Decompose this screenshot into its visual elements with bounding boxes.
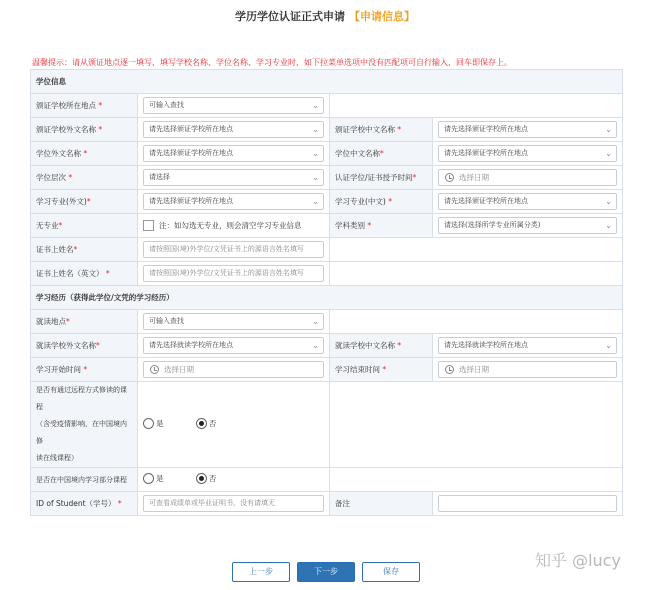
degree-foreign-name-label: 学位外文名称 *	[31, 142, 138, 166]
chevron-down-icon: ⌄	[312, 197, 319, 206]
start-date-picker[interactable]: 选择日期	[143, 361, 324, 378]
study-location-select[interactable]: 可输入查找 ⌄	[143, 313, 324, 330]
page-title-text: 学历学位认证正式申请	[235, 10, 345, 23]
save-button[interactable]: 保存	[362, 562, 420, 582]
degree-chinese-name-select[interactable]: 请先选择颁证学校所在地点 ⌄	[438, 145, 617, 162]
given-name-label: 证书上姓名（英文） *	[31, 262, 138, 286]
given-name-input[interactable]: 请按照国(境)外学位/文凭证书上的源语言姓名填写	[143, 265, 324, 282]
issuing-location-select[interactable]: 可输入查找 ⌄	[143, 97, 324, 114]
radio-icon	[143, 418, 154, 429]
remarks-label: 备注	[330, 492, 433, 516]
chevron-down-icon: ⌄	[605, 125, 612, 134]
china-part-yes[interactable]: 是	[143, 473, 164, 484]
student-id-label: ID of Student（学号） *	[31, 492, 138, 516]
degree-level-select[interactable]: 请选择 ⌄	[143, 169, 324, 186]
chevron-down-icon: ⌄	[312, 125, 319, 134]
page-title	[0, 8, 650, 24]
major-foreign-select[interactable]: 请先选择颁证学校所在地点 ⌄	[143, 193, 324, 210]
school-chinese-name-label: 颁证学校中文名称 *	[330, 118, 433, 142]
issuing-location-label: 颁证学校所在地点 *	[31, 94, 138, 118]
next-step-button[interactable]: 下一步	[297, 562, 355, 582]
chevron-down-icon: ⌄	[605, 149, 612, 158]
study-school-foreign-label: 就读学校外文名称*	[31, 334, 138, 358]
notice-text: 温馨提示：请从颁证地点逐一填写，填写学校名称、学位名称、学习专业时，如下拉菜单选项中没有匹配项可自行输入，回车即保存上。	[32, 58, 512, 67]
page-title-tag: 【申请信息】	[349, 10, 415, 23]
school-foreign-name-select[interactable]: 请先选择颁证学校所在地点 ⌄	[143, 121, 324, 138]
radio-selected-icon	[196, 473, 207, 484]
student-id-input[interactable]: 可查看成绩单或毕业证明书，没有请填无	[143, 495, 324, 512]
remote-course-no[interactable]: 否	[196, 418, 217, 429]
start-date-label: 学习开始时间 *	[31, 358, 138, 382]
remote-course-yes[interactable]: 是	[143, 418, 164, 429]
certificate-date-picker[interactable]: 选择日期	[438, 169, 617, 186]
chevron-down-icon: ⌄	[312, 317, 319, 326]
no-major-label: 无专业*	[31, 214, 138, 238]
no-major-note: 注：如勾选无专业，则会清空学习专业信息	[159, 220, 302, 230]
school-chinese-name-select[interactable]: 请先选择颁证学校所在地点 ⌄	[438, 121, 617, 138]
chevron-down-icon: ⌄	[312, 101, 319, 110]
study-school-chinese-select[interactable]: 请先选择就读学校所在地点 ⌄	[438, 337, 617, 354]
chevron-down-icon: ⌄	[605, 221, 612, 230]
clock-icon	[150, 365, 159, 374]
surname-label: 证书上姓名*	[31, 238, 138, 262]
china-part-label: 是否在中国境内学习部分课程	[31, 468, 138, 492]
study-school-foreign-select[interactable]: 请先选择就读学校所在地点 ⌄	[143, 337, 324, 354]
surname-input[interactable]: 请按照国(境)外学位/文凭证书上的源语言姓名填写	[143, 241, 324, 258]
end-date-label: 学习结束时间 *	[330, 358, 433, 382]
china-part-no[interactable]: 否	[196, 473, 217, 484]
degree-level-label: 学位层次 *	[31, 166, 138, 190]
remote-course-label: 是否有通过远程方式修读的课程 （含受疫情影响，在中国境内修 读在线课程）	[31, 382, 138, 468]
study-school-chinese-label: 就读学校中文名称 *	[330, 334, 433, 358]
major-chinese-select[interactable]: 请先选择颁证学校所在地点 ⌄	[438, 193, 617, 210]
radio-selected-icon	[196, 418, 207, 429]
chevron-down-icon: ⌄	[605, 197, 612, 206]
discipline-select[interactable]: 请选择(选择所学专业所属分类) ⌄	[438, 217, 617, 234]
degree-section-header: 学位信息	[31, 70, 623, 94]
study-location-label: 就读地点*	[31, 310, 138, 334]
certificate-date-label: 认证学位/证书授予时间*	[330, 166, 433, 190]
degree-chinese-name-label: 学位中文名称*	[330, 142, 433, 166]
chevron-down-icon: ⌄	[312, 341, 319, 350]
discipline-label: 学科类别 *	[330, 214, 433, 238]
major-foreign-label: 学习专业(外文)*	[31, 190, 138, 214]
degree-foreign-name-select[interactable]: 请先选择颁证学校所在地点 ⌄	[143, 145, 324, 162]
chevron-down-icon: ⌄	[605, 341, 612, 350]
major-chinese-label: 学习专业(中文) *	[330, 190, 433, 214]
chevron-down-icon: ⌄	[312, 149, 319, 158]
school-foreign-name-label: 颁证学校外文名称 *	[31, 118, 138, 142]
clock-icon	[445, 173, 454, 182]
chevron-down-icon: ⌄	[312, 173, 319, 182]
radio-icon	[143, 473, 154, 484]
watermark: 知乎 @lucy	[535, 551, 621, 570]
application-form	[30, 69, 623, 516]
clock-icon	[445, 365, 454, 374]
end-date-picker[interactable]: 选择日期	[438, 361, 617, 378]
study-section-header: 学习经历（获得此学位/文凭的学习经历）	[31, 286, 623, 310]
prev-step-button[interactable]: 上一步	[232, 562, 290, 582]
no-major-checkbox[interactable]	[143, 220, 154, 231]
remarks-input[interactable]	[438, 495, 617, 512]
